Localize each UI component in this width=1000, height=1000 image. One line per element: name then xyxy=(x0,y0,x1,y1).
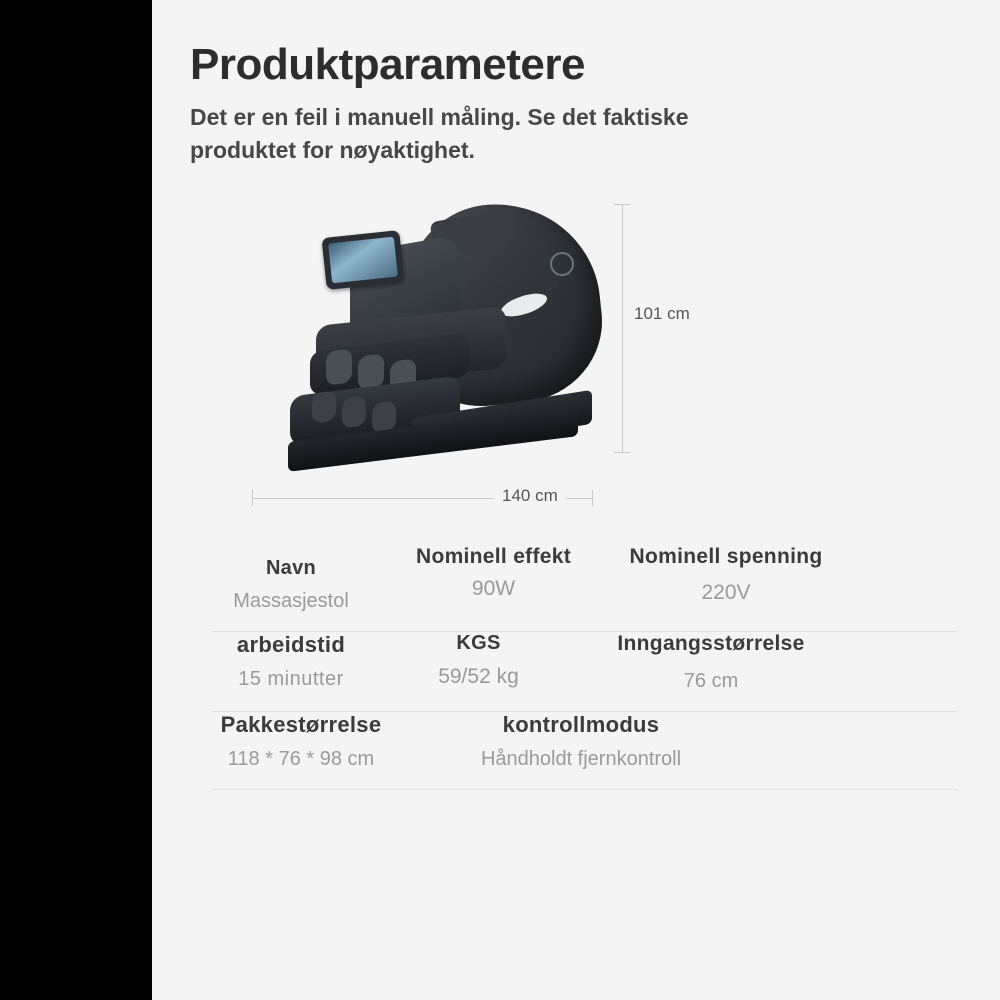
spec-table xyxy=(190,545,980,790)
header xyxy=(190,40,970,167)
spec-key: Nominell spenning xyxy=(629,545,823,568)
spec-value: Massasjestol xyxy=(233,590,349,612)
width-dimension-label: 140 cm xyxy=(494,486,566,506)
spec-key: KGS xyxy=(456,632,501,654)
width-tick-left xyxy=(252,490,253,506)
spec-key: kontrollmodus xyxy=(502,712,660,737)
spec-cell-inngangsstorrelse xyxy=(575,632,855,693)
spec-value: 118 * 76 * 98 cm xyxy=(227,748,375,770)
spec-key: Nominell effekt xyxy=(415,545,572,568)
spec-cell-kgs xyxy=(390,632,575,689)
chair-control-screen xyxy=(321,230,404,290)
product-image-area xyxy=(152,190,1000,530)
spec-row xyxy=(190,712,980,789)
spec-key: Pakkestørrelse xyxy=(220,712,382,737)
spec-value: Håndholdt fjernkontroll xyxy=(480,748,682,770)
spec-cell-nominell-spenning xyxy=(605,545,855,605)
spec-cell-kontrollmodus xyxy=(420,712,750,771)
spec-key: arbeidstid xyxy=(236,632,346,657)
chair-screen-display xyxy=(328,237,398,284)
spec-value: 220V xyxy=(701,581,751,604)
chair-roller xyxy=(326,348,352,386)
spec-row xyxy=(190,545,980,631)
spec-key: Inngangsstørrelse xyxy=(617,632,805,655)
spec-cell-navn xyxy=(190,545,390,613)
spec-cell-pakkestorrelse xyxy=(190,712,420,771)
height-dimension-label: 101 cm xyxy=(634,304,690,323)
spec-value: 15 minutter xyxy=(238,668,344,690)
chair-side-ring xyxy=(550,252,574,276)
height-tick-bottom xyxy=(614,452,630,453)
product-spec-sheet xyxy=(152,0,1000,1000)
massage-chair-illustration xyxy=(282,200,632,475)
spec-row xyxy=(190,632,980,711)
spec-cell-arbeidstid xyxy=(190,632,390,691)
spec-value: 90W xyxy=(471,577,516,600)
spec-value: 76 cm xyxy=(683,670,739,692)
page-subtitle: Det er en feil i manuell måling. Se det faktiske produktet for nøyaktighet. xyxy=(190,103,689,163)
height-tick-top xyxy=(614,204,630,205)
height-dimension-line xyxy=(622,204,623,452)
spec-divider xyxy=(212,789,958,790)
spec-key: Navn xyxy=(265,557,317,579)
page-title: Produktparametere xyxy=(190,40,585,89)
spec-value: 59/52 kg xyxy=(438,665,519,688)
width-tick-right xyxy=(592,490,593,506)
spec-cell-nominell-effekt xyxy=(390,545,605,601)
